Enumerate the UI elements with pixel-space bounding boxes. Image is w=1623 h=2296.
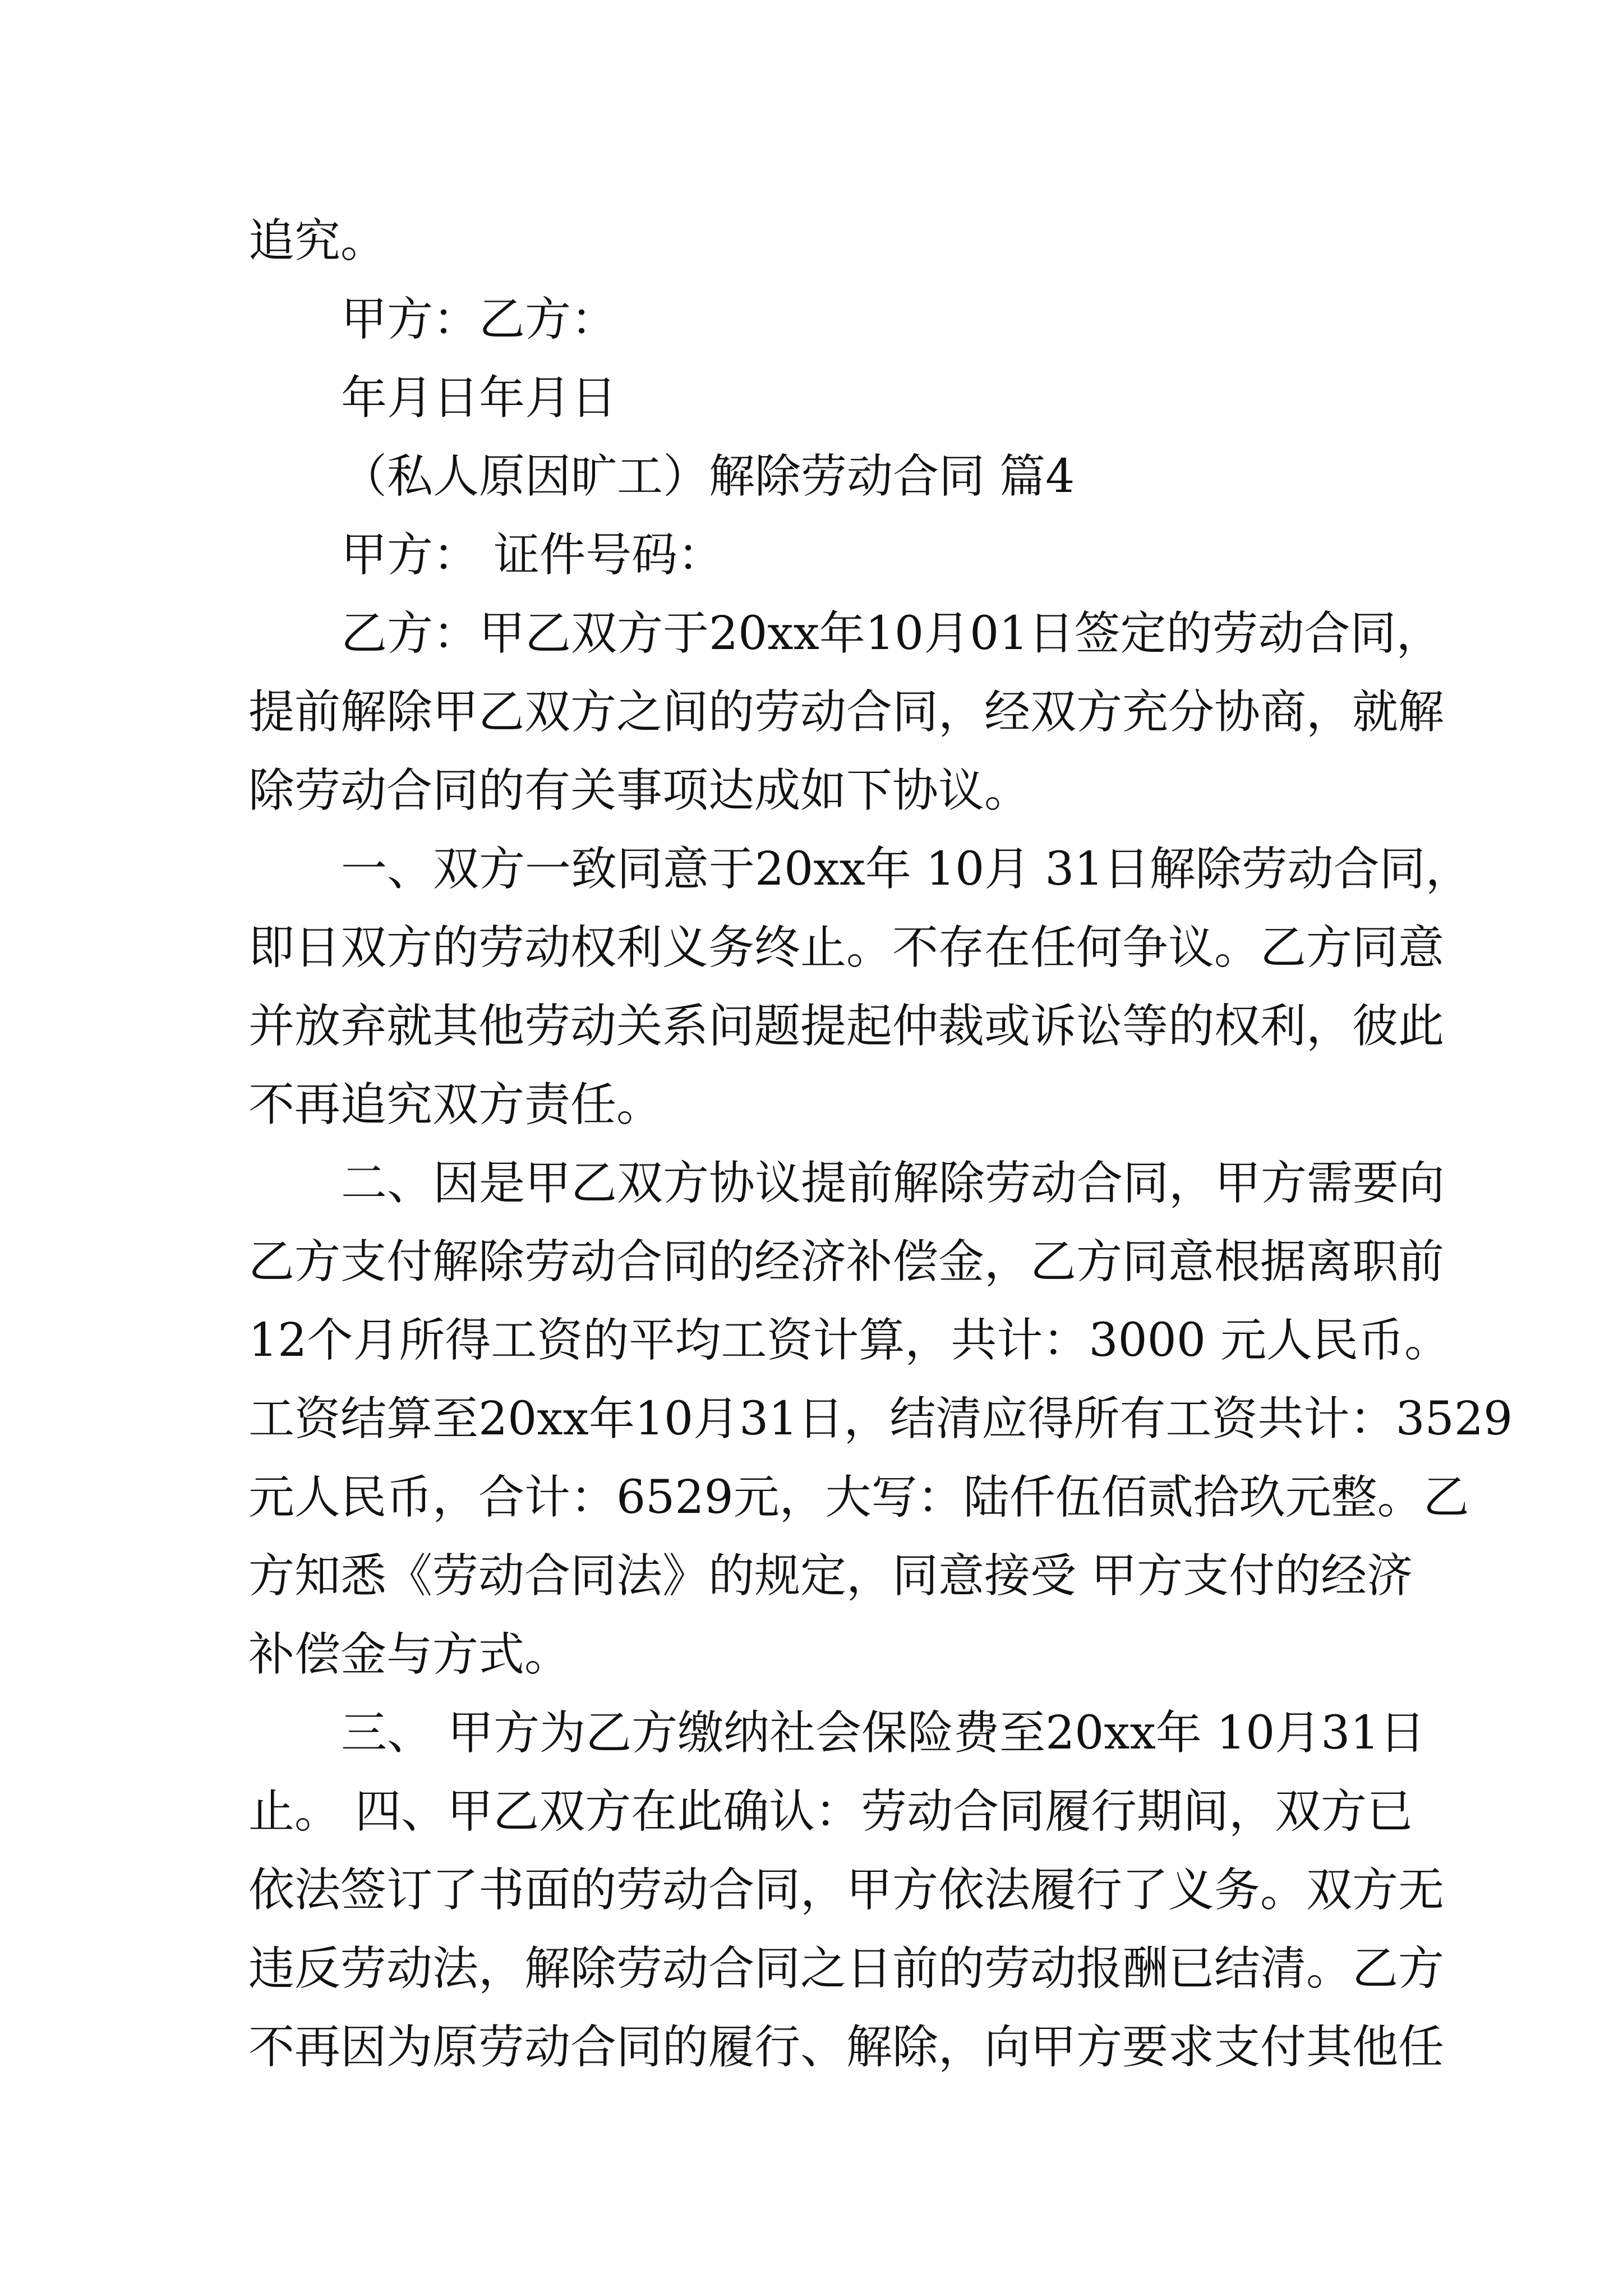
text-line: 并放弃就其他劳动关系问题提起仲裁或诉讼等的权利，彼此 — [248, 1000, 1445, 1053]
text-line: 违反劳动法，解除劳动合同之日前的劳动报酬已结清。乙方 — [248, 1942, 1445, 1995]
text-line: 方知悉《劳动合同法》的规定，同意接受 甲方支付的经济 — [248, 1549, 1413, 1603]
text-line: 甲方： 证件号码： — [341, 528, 724, 582]
text-line: 12个月所得工资的平均工资计算，共计：3000 元人民币。 — [248, 1314, 1451, 1367]
document-body — [248, 202, 1513, 2087]
text-line: 年月日年月日 — [341, 371, 617, 425]
text-line: 不再因为原劳动合同的履行、解除，向甲方要求支付其他任 — [248, 2021, 1445, 2074]
text-line: 提前解除甲乙双方之间的劳动合同，经双方充分协商，就解 — [248, 685, 1445, 739]
text-line: 二、因是甲乙双方协议提前解除劳动合同，甲方需要向 — [341, 1157, 1445, 1210]
text-line: 除劳动合同的有关事项达成如下协议。 — [248, 764, 1031, 817]
text-line: 元人民币，合计：6529元，大写：陆仟伍佰贰拾玖元整。乙 — [248, 1471, 1469, 1524]
text-line: 补偿金与方式。 — [248, 1628, 571, 1681]
text-line: 乙方支付解除劳动合同的经济补偿金，乙方同意根据离职前 — [248, 1235, 1445, 1289]
text-line: 追究。 — [248, 214, 387, 268]
text-line: 工资结算至20xx年10月31日，结清应得所有工资共计：3529 — [248, 1392, 1513, 1446]
text-line: 乙方：甲乙双方于20xx年10月01日签定的劳动合同， — [341, 607, 1442, 660]
text-line: 三、 甲方为乙方缴纳社会保险费至20xx年 10月31日 — [341, 1706, 1426, 1760]
text-line: 不再追究双方责任。 — [248, 1078, 663, 1131]
text-line: 止。 四、甲乙双方在此确认：劳动合同履行期间，双方已 — [248, 1785, 1413, 1838]
text-line: 一、双方一致同意于20xx年 10月 31日解除劳动合同， — [341, 843, 1472, 896]
text-line: 依法签订了书面的劳动合同，甲方依法履行了义务。双方无 — [248, 1864, 1445, 1917]
section-heading: （私人原因旷工）解除劳动合同 篇4 — [341, 450, 1075, 503]
text-line: 即日双方的劳动权利义务终止。不存在任何争议。乙方同意 — [248, 921, 1445, 974]
text-line: 甲方：乙方： — [341, 293, 617, 346]
